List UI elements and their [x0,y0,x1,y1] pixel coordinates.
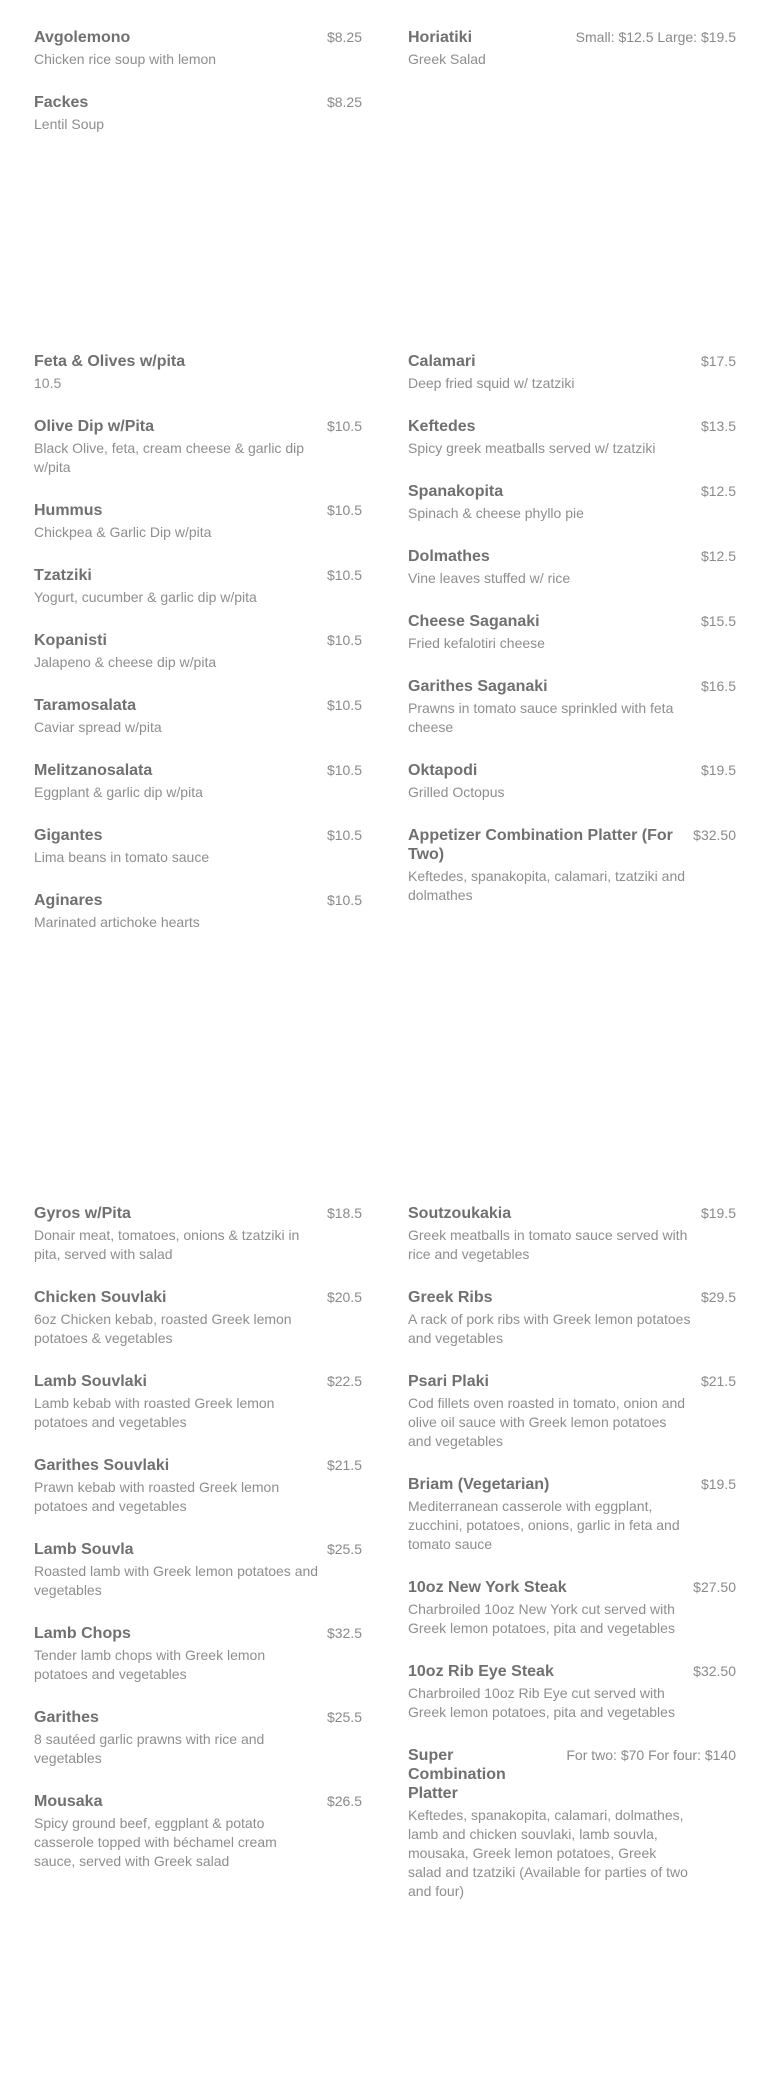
item-price: $29.5 [700,1289,736,1305]
item-name: Dolmathes [408,548,490,565]
item-description: Chickpea & Garlic Dip w/pita [34,524,212,540]
item-description: A rack of pork ribs with Greek lemon potatoes and vegetables [408,1311,691,1346]
item-description: Mediterranean casserole with eggplant, zucchini, potatoes, onions, garlic in feta and tomato sauce [408,1498,680,1552]
item-description: Keftedes, spanakopita, calamari, dolmathes, lamb and chicken souvlaki, lamb souvla, mousaka, Greek lemon potatoes, Greek salad and tzatziki (Available for parties of two and four) [408,1807,688,1899]
item-name: Lamb Chops [34,1625,131,1642]
menu-item-garithes [34,1708,362,1768]
item-description: Black Olive, feta, cream cheese & garlic dip w/pita [34,440,305,475]
item-name: Psari Plaki [408,1373,489,1390]
menu-item-spanakopita [408,482,736,523]
item-price: $16.5 [700,678,736,694]
menu-item-psari-plaki [408,1372,736,1451]
item-price: $10.5 [326,892,362,908]
menu-item-rib-eye-steak [408,1662,736,1722]
item-description: Tender lamb chops with Greek lemon potatoes and vegetables [34,1647,266,1682]
menu-item-calamari [408,352,736,393]
menu-item-garithes-souvlaki [34,1456,362,1516]
item-price: $21.5 [326,1457,362,1473]
menu-item-gigantes [34,826,362,867]
item-name: Calamari [408,353,476,370]
menu-item-olive-dip [34,417,362,477]
item-name: Garithes [34,1709,99,1726]
menu-item-super-combination-platter [408,1746,736,1901]
item-description: Lentil Soup [34,116,105,132]
item-price: $32.50 [693,827,736,843]
item-price: $32.5 [326,1625,362,1641]
item-price: $19.5 [700,762,736,778]
menu-item-briam [408,1475,736,1554]
menu-item-aginares [34,891,362,932]
item-name: Olive Dip w/Pita [34,418,155,435]
menu-item-mousaka [34,1792,362,1871]
item-price: $26.5 [326,1793,362,1809]
item-name: Super Combination Platter [408,1747,506,1802]
item-price: $27.50 [693,1579,736,1595]
menu-item-oktapodi [408,761,736,802]
item-description: Yogurt, cucumber & garlic dip w/pita [34,589,257,605]
item-name: Spanakopita [408,483,504,500]
item-price: Small: $12.5 Large: $19.5 [575,29,736,45]
menu-item-kopanisti [34,631,362,672]
menu-item-soutzoukakia [408,1204,736,1264]
item-name: Avgolemono [34,29,131,46]
item-description: Greek meatballs in tomato sauce served with rice and vegetables [408,1227,688,1262]
item-name: Feta & Olives w/pita [34,353,186,370]
item-name: Chicken Souvlaki [34,1289,167,1306]
item-price: $15.5 [700,613,736,629]
item-name: Appetizer Combination Platter (For Two) [408,827,673,863]
item-name: Mousaka [34,1793,103,1810]
item-price: $20.5 [326,1289,362,1305]
item-name: Gigantes [34,827,103,844]
item-name: Kopanisti [34,632,107,649]
item-description: Jalapeno & cheese dip w/pita [34,654,217,670]
item-description: Cod fillets oven roasted in tomato, onion and olive oil sauce with Greek lemon potatoes and vegetables [408,1395,686,1449]
item-name: Gyros w/Pita [34,1205,131,1222]
item-description: Prawn kebab with roasted Greek lemon potatoes and vegetables [34,1479,280,1514]
item-price: $8.25 [326,94,362,110]
menu-item-keftedes [408,417,736,458]
menu-item-fackes [34,93,362,134]
item-price: $12.5 [700,483,736,499]
item-price: $10.5 [326,632,362,648]
item-price: $10.5 [326,827,362,843]
menu-item-avgolemono [34,28,362,69]
item-description: Spicy greek meatballs served w/ tzatziki [408,440,656,456]
item-price: $10.5 [326,762,362,778]
item-description: Caviar spread w/pita [34,719,162,735]
item-price: $12.5 [700,548,736,564]
item-description: Spinach & cheese phyllo pie [408,505,584,521]
item-name: Hummus [34,502,103,519]
item-description: Marinated artichoke hearts [34,914,200,930]
item-price: $22.5 [326,1373,362,1389]
item-name: Briam (Vegetarian) [408,1476,550,1493]
menu-item-garithes-saganaki [408,677,736,737]
item-price: $25.5 [326,1709,362,1725]
item-price: $25.5 [326,1541,362,1557]
item-description: 6oz Chicken kebab, roasted Greek lemon potatoes & vegetables [34,1311,292,1346]
menu-item-gyros [34,1204,362,1264]
item-description: Vine leaves stuffed w/ rice [408,570,571,586]
item-description: Spicy ground beef, eggplant & potato casserole topped with béchamel cream sauce, served with Greek salad [34,1815,277,1869]
item-price: For two: $70 For four: $140 [566,1747,736,1763]
menu-item-greek-ribs [408,1288,736,1348]
item-description: Chicken rice soup with lemon [34,51,217,67]
item-name: Horiatiki [408,29,473,46]
item-name: Tzatziki [34,567,92,584]
item-price: $13.5 [700,418,736,434]
item-name: 10oz Rib Eye Steak [408,1663,554,1680]
item-description: Prawns in tomato sauce sprinkled with feta cheese [408,700,674,735]
item-price: $10.5 [326,697,362,713]
item-name: Cheese Saganaki [408,613,540,630]
item-name: Garithes Saganaki [408,678,548,695]
item-price: $10.5 [326,418,362,434]
item-description: Lamb kebab with roasted Greek lemon potatoes and vegetables [34,1395,275,1430]
menu-item-new-york-steak [408,1578,736,1638]
soups-left-column [34,28,362,158]
appetizers-right-column [408,352,736,929]
item-price: $10.5 [326,502,362,518]
item-name: Fackes [34,94,89,111]
item-name: Soutzoukakia [408,1205,512,1222]
item-description: Roasted lamb with Greek lemon potatoes and vegetables [34,1563,319,1598]
item-name: Keftedes [408,418,476,435]
item-name: Greek Ribs [408,1289,493,1306]
item-price: $19.5 [700,1205,736,1221]
item-name: Lamb Souvla [34,1541,134,1558]
menu-item-tzatziki [34,566,362,607]
item-price: $17.5 [700,353,736,369]
menu-item-lamb-souvla [34,1540,362,1600]
item-name: 10oz New York Steak [408,1579,567,1596]
item-description: Eggplant & garlic dip w/pita [34,784,203,800]
menu-item-horiatiki [408,28,736,69]
item-name: Garithes Souvlaki [34,1457,170,1474]
menu-item-taramosalata [34,696,362,737]
item-name: Taramosalata [34,697,136,714]
item-price: $19.5 [700,1476,736,1492]
item-description: Charbroiled 10oz New York cut served with Greek lemon potatoes, pita and vegetables [408,1601,675,1636]
menu-item-lamb-chops [34,1624,362,1684]
item-description: Fried kefalotiri cheese [408,635,545,651]
menu-item-hummus [34,501,362,542]
item-name: Aginares [34,892,103,909]
menu-item-dolmathes [408,547,736,588]
menu-item-cheese-saganaki [408,612,736,653]
item-description: Donair meat, tomatoes, onions & tzatziki in pita, served with salad [34,1227,300,1262]
soups-right-column [408,28,736,93]
mains-left-column [34,1204,362,1895]
menu-item-chicken-souvlaki [34,1288,362,1348]
appetizers-left-column [34,352,362,956]
item-description: Greek Salad [408,51,486,67]
item-description: 10.5 [34,375,62,391]
item-price: $18.5 [326,1205,362,1221]
item-description: Keftedes, spanakopita, calamari, tzatziki and dolmathes [408,868,686,903]
item-name: Melitzanosalata [34,762,153,779]
menu-item-melitzanosalata [34,761,362,802]
item-description: Deep fried squid w/ tzatziki [408,375,575,391]
menu-item-feta-olives [34,352,362,393]
menu-item-lamb-souvlaki [34,1372,362,1432]
item-price: $21.5 [700,1373,736,1389]
item-description: 8 sautéed garlic prawns with rice and vegetables [34,1731,265,1766]
mains-right-column [408,1204,736,1925]
item-price: $10.5 [326,567,362,583]
item-description: Grilled Octopus [408,784,505,800]
item-description: Charbroiled 10oz Rib Eye cut served with Greek lemon potatoes, pita and vegetables [408,1685,675,1720]
item-price: $8.25 [326,29,362,45]
item-name: Lamb Souvlaki [34,1373,147,1390]
menu-item-appetizer-combination-platter [408,826,736,905]
item-price: $32.50 [693,1663,736,1679]
item-name: Oktapodi [408,762,478,779]
item-description: Lima beans in tomato sauce [34,849,210,865]
